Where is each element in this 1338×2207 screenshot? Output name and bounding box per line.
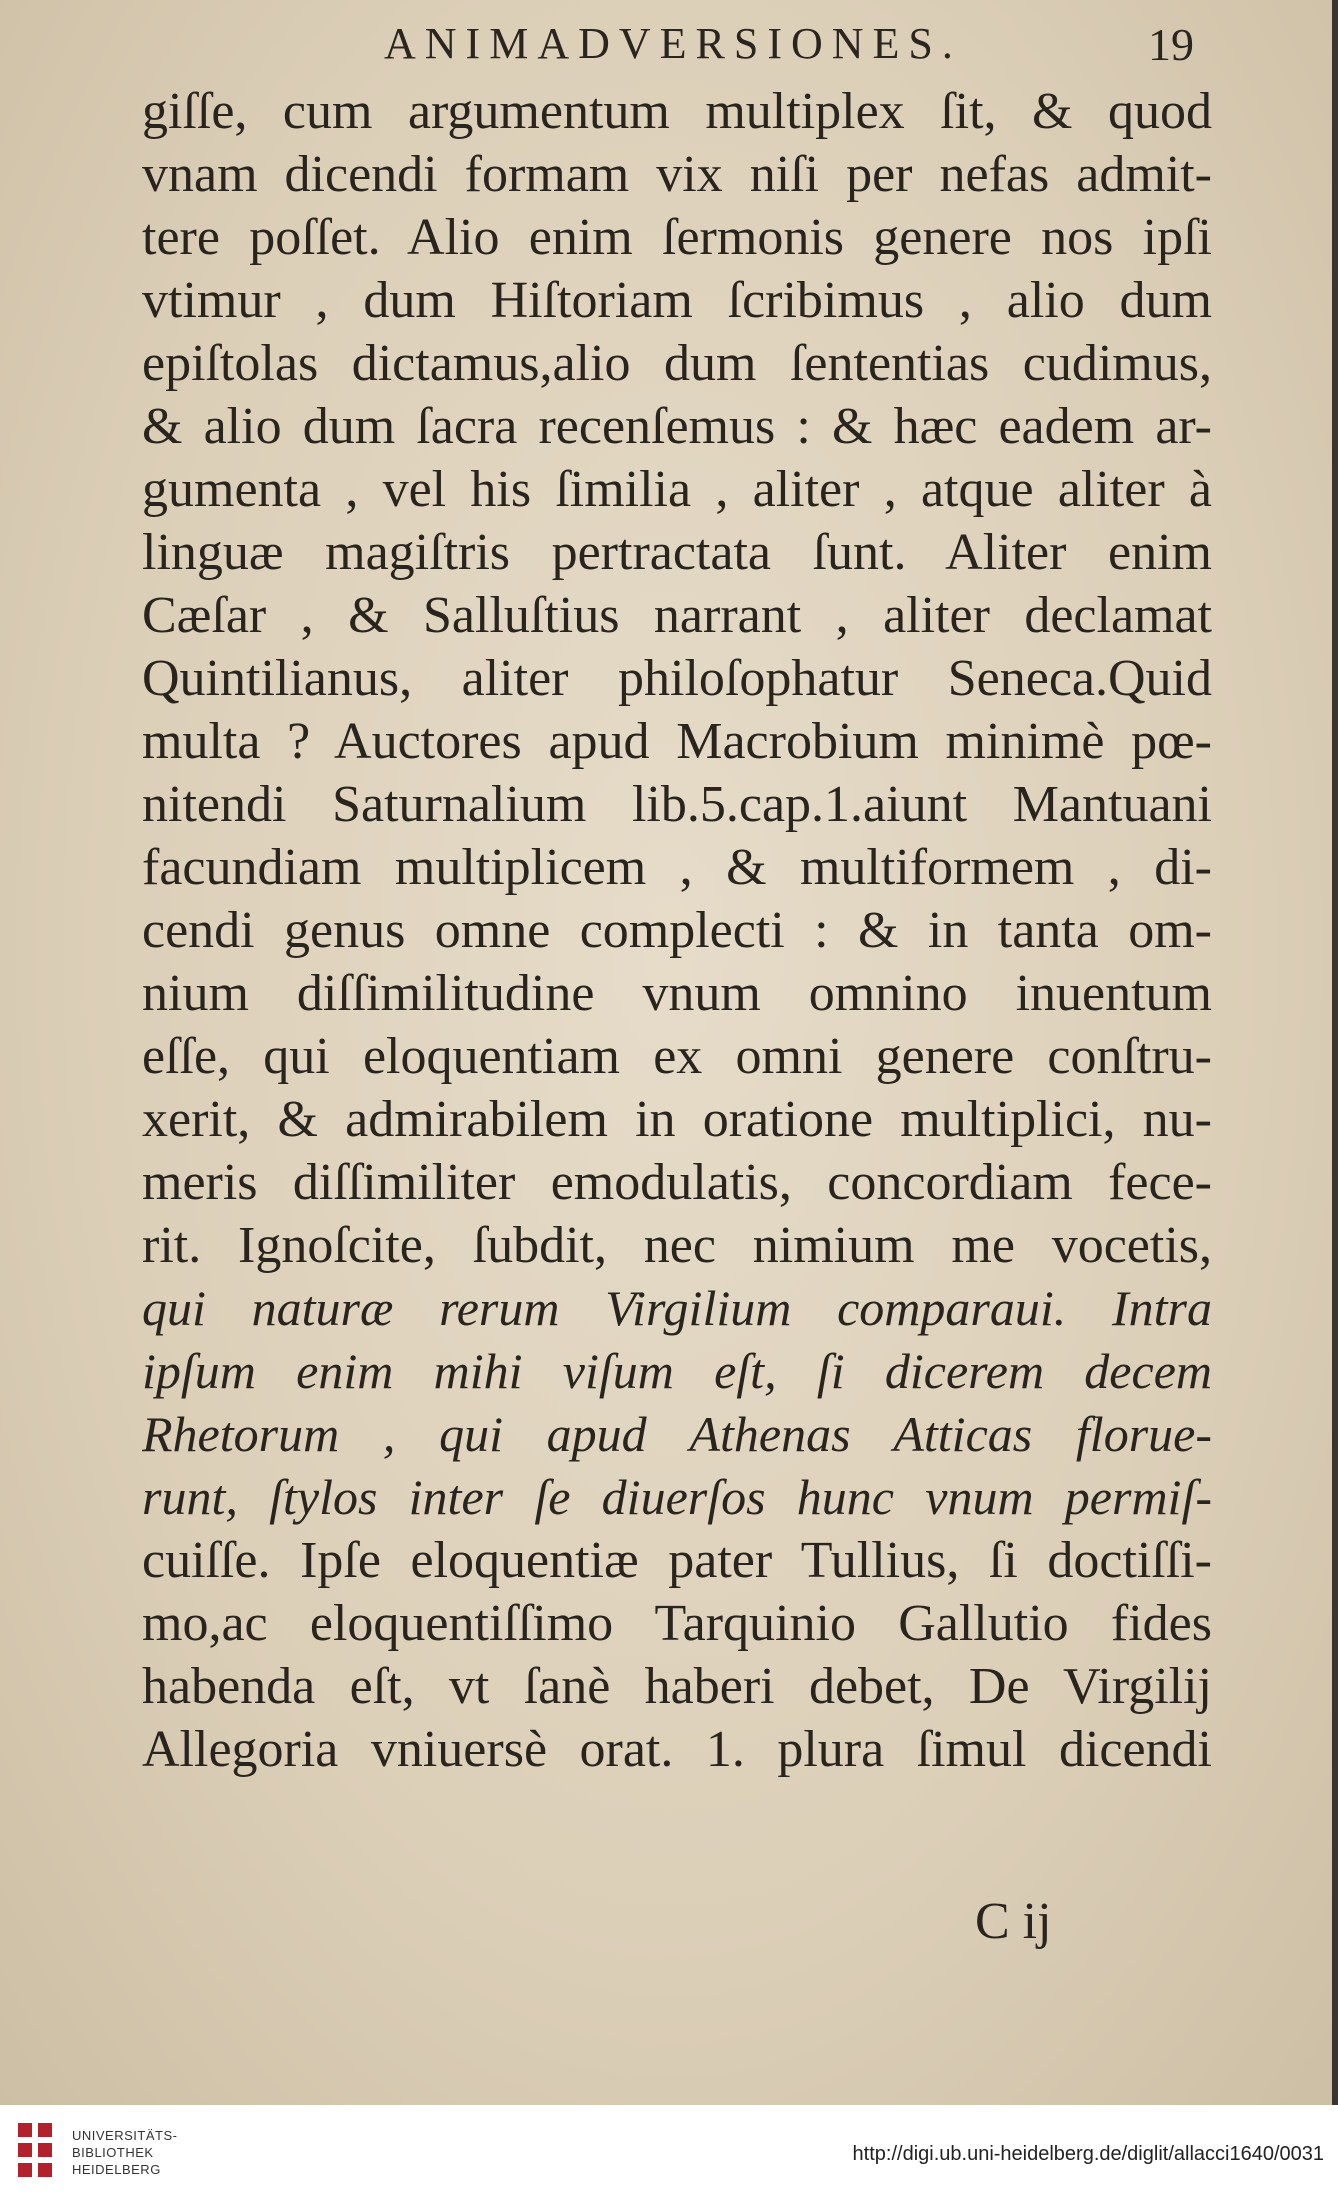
footer-bar <box>0 2105 1338 2207</box>
text-line: qui naturæ rerum Virgilium comparaui. Intra <box>142 1280 1212 1336</box>
text-line: epiſtolas dictamus,alio dum ſententias cudimus, <box>142 335 1212 392</box>
text-line: facundiam multiplicem , & multiformem , di- <box>142 839 1212 896</box>
text-line: Rhetorum , qui apud Athenas Atticas florue- <box>142 1406 1212 1462</box>
institution-line: UNIVERSITÄTS- <box>72 2128 178 2143</box>
text-line: ipſum enim mihi viſum eſt, ſi dicerem decem <box>142 1343 1212 1399</box>
text-line: cuiſſe. Ipſe eloquentiæ pater Tullius, ſi doctiſſi- <box>142 1532 1212 1589</box>
library-logo-icon <box>12 2119 60 2191</box>
page-number: 19 <box>1148 19 1194 70</box>
institution-line: HEIDELBERG <box>72 2162 161 2177</box>
institution-name <box>72 2127 177 2178</box>
source-url-link[interactable]: http://digi.ub.uni-heidelberg.de/diglit/allacci1640/0031 <box>852 2143 1324 2165</box>
text-line: rit. Ignoſcite, ſubdit, nec nimium me vocetis, <box>142 1217 1212 1274</box>
text-line: mo,ac eloquentiſſimo Tarquinio Gallutio fides <box>142 1595 1212 1652</box>
text-line: habenda eſt, vt ſanè haberi debet, De Virgilij <box>142 1658 1212 1715</box>
text-line: & alio dum ſacra recenſemus : & hæc eadem ar- <box>142 398 1212 455</box>
text-line: Quintilianus, aliter philoſophatur Seneca.Quid <box>142 650 1212 707</box>
text-line: multa ? Auctores apud Macrobium minimè pœ- <box>142 713 1212 770</box>
text-line: nitendi Saturnalium lib.5.cap.1.aiunt Mantuani <box>142 776 1212 833</box>
text-line: gumenta , vel his ſimilia , aliter , atque aliter à <box>142 461 1212 518</box>
page-edge <box>1332 0 1338 2105</box>
text-line: eſſe, qui eloquentiam ex omni genere conſtru- <box>142 1028 1212 1085</box>
text-line: xerit, & admirabilem in oratione multiplici, nu- <box>142 1091 1212 1148</box>
text-line: runt, ſtylos inter ſe diuerſos hunc vnum permiſ- <box>142 1469 1212 1525</box>
institution-line: BIBLIOTHEK <box>72 2145 154 2160</box>
text-line: cendi genus omne complecti : & in tanta om- <box>142 902 1212 959</box>
text-line: tere poſſet. Alio enim ſermonis genere nos ipſi <box>142 209 1212 266</box>
running-head: ANIMADVERSIONES. <box>384 19 962 68</box>
signature-mark: C ij <box>975 1893 1052 1950</box>
text-line: meris diſſimiliter emodulatis, concordiam fece- <box>142 1154 1212 1211</box>
text-line: vtimur , dum Hiſtoriam ſcribimus , alio dum <box>142 272 1212 329</box>
text-line: Cæſar , & Salluſtius narrant , aliter declamat <box>142 587 1212 644</box>
body-text <box>142 80 1212 1781</box>
text-line: nium diſſimilitudine vnum omnino inuentum <box>142 965 1212 1022</box>
text-line: Allegoria vniuersè orat. 1. plura ſimul dicendi <box>142 1721 1212 1778</box>
text-line: linguæ magiſtris pertractata ſunt. Aliter enim <box>142 524 1212 581</box>
text-line: vnam dicendi formam vix niſi per nefas admit- <box>142 146 1212 203</box>
text-line: giſſe, cum argumentum multiplex ſit, & quod <box>142 83 1212 140</box>
